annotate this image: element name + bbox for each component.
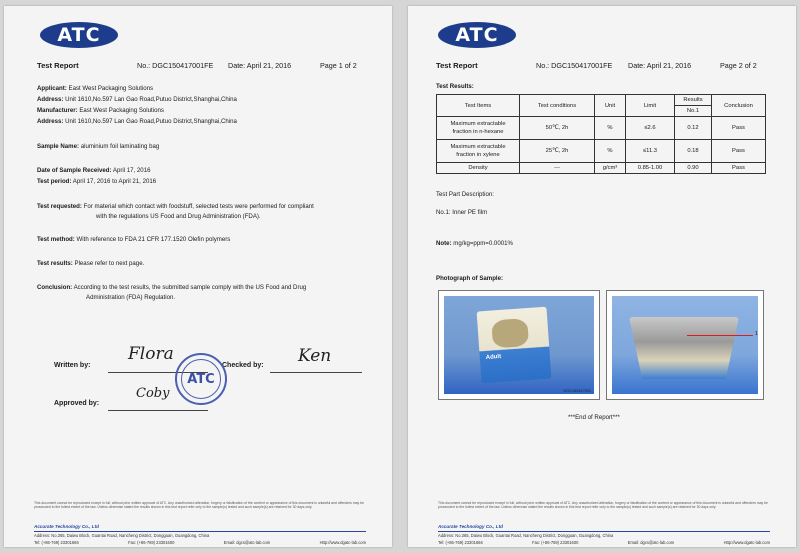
sample-photo-1: [438, 290, 600, 400]
report-date: Date: April 21, 2016: [628, 61, 692, 70]
footer-contacts: [438, 540, 770, 545]
table-cell: 25℃, 2h: [520, 140, 595, 163]
approved-by-label: Approved by:: [54, 400, 100, 407]
table-header: Unit: [595, 95, 626, 117]
report-date: Date: April 21, 2016: [228, 61, 292, 70]
table-header: Results: [675, 95, 712, 106]
table-row: [437, 117, 766, 140]
table-cell: 0.18: [675, 140, 712, 163]
footer-fax: Fax: (+86-769) 23301600: [128, 540, 175, 545]
table-cell: %: [595, 140, 626, 163]
approved-by-line: [108, 410, 208, 411]
footer-rule: [34, 531, 366, 532]
footer-company: Accurate Technology Co., Ltd: [438, 524, 503, 529]
table-cell: Pass: [712, 140, 766, 163]
table-cell: Maximum extractable fraction in xylene: [437, 140, 520, 163]
table-row: [437, 163, 766, 174]
table-cell: 50℃, 2h: [520, 117, 595, 140]
table-header: Test Items: [437, 95, 520, 117]
footer-contacts: [34, 540, 366, 545]
test-results-line: Test results: Please refer to next page.: [37, 260, 145, 267]
manufacturer-line: Manufacturer: East West Packaging Solutions: [37, 107, 164, 114]
photo-caption: DGC150417001: [563, 389, 591, 393]
written-by-label: Written by:: [54, 362, 91, 369]
footer-address: Address: No.365, Daiwu Block, Guantai Road, Nancheng District, Dongguan, Guangdong, China: [438, 533, 614, 538]
marker-label: 1: [755, 331, 758, 337]
footer-web: Http://www.dgatc-lab.com: [723, 540, 770, 545]
part-description-title: Test Part Description:: [436, 191, 494, 198]
conclusion-line: Conclusion: According to the test results, the submitted sample comply with the US Food and Drug: [37, 284, 307, 291]
table-cell: 0.90: [675, 163, 712, 174]
table-row: [437, 140, 766, 163]
atc-logo: ATC: [438, 22, 516, 48]
table-header: Limit: [626, 95, 675, 117]
written-by-signature: Flora: [128, 344, 174, 364]
received-line: Date of Sample Received: April 17, 2016: [37, 167, 151, 174]
test-results-title: Test Results:: [436, 83, 474, 90]
report-title: Test Report: [37, 61, 79, 70]
atc-logo: ATC: [40, 22, 118, 48]
applicant-address-line: Address: Unit 1610,No.597 Lan Gao Road,Putuo District,Shanghai,China: [37, 96, 237, 103]
atc-stamp: ATC: [175, 353, 227, 405]
table-cell: g/cm³: [595, 163, 626, 174]
test-requested-line-2: with the regulations US Food and Drug Administration (FDA).: [96, 213, 261, 220]
footer-web: Http://www.dgatc-lab.com: [319, 540, 366, 545]
report-page-2: [408, 6, 796, 547]
table-cell: ≤2.6: [626, 117, 675, 140]
checked-by-label: Checked by:: [222, 362, 264, 369]
sample-bag-front: [477, 307, 552, 384]
marker-line: [687, 335, 753, 336]
results-table: [436, 94, 766, 174]
package-label: Adult: [485, 353, 502, 361]
report-number: No.: DGC150417001FE: [536, 61, 613, 70]
table-cell: Maximum extractable fraction in n-hexane: [437, 117, 520, 140]
table-header: Conclusion: [712, 95, 766, 117]
footer-disclaimer: This document cannot be reproduced except in full, without prior written approval of ATC. Any unauthorized alteration, forgery or falsification of the content or appearance of this document is unlawful and offenders may be prosecuted to the fullest extent of the law. Unless otherwise stated the results shown in this test report refer only to the sample(s) tested and such sample(s) are retained for 30 days only.: [34, 501, 364, 510]
manufacturer-address-line: Address: Unit 1610,No.597 Lan Gao Road,Putuo District,Shanghai,China: [37, 118, 237, 125]
table-cell: 0.12: [675, 117, 712, 140]
footer-disclaimer: This document cannot be reproduced except in full, without prior written approval of ATC. Any unauthorized alteration, forgery or falsification of the content or appearance of this document is unlawful and offenders may be prosecuted to the fullest extent of the law. Unless otherwise stated the results shown in this test report refer only to the sample(s) tested and such sample(s) are retained for 30 days only.: [438, 501, 768, 510]
footer-rule: [438, 531, 770, 532]
page-number: Page 2 of 2: [720, 61, 757, 70]
report-title: Test Report: [436, 61, 478, 70]
note-line: Note: mg/kg=ppm=0.0001%: [436, 240, 513, 247]
table-subheader: No.1: [675, 106, 712, 117]
table-cell: 0.85-1.00: [626, 163, 675, 174]
conclusion-line-2: Administration (FDA) Regulation.: [86, 294, 176, 301]
table-cell: ≤11.3: [626, 140, 675, 163]
applicant-line: Applicant: East West Packaging Solutions: [37, 85, 154, 92]
footer-fax: Fax: (+86-769) 23301600: [532, 540, 579, 545]
sample-name-line: Sample Name: aluminium foil laminating bag: [37, 143, 160, 150]
footer-address: Address: No.365, Daiwu Block, Guantai Road, Nancheng District, Dongguan, Guangdong, China: [34, 533, 210, 538]
approved-by-signature: Coby: [136, 386, 170, 401]
sample-bag-open: [629, 317, 739, 379]
footer-company: Accurate Technology Co., Ltd: [34, 524, 99, 529]
table-header: Test conditions: [520, 95, 595, 117]
page-number: Page 1 of 2: [320, 61, 357, 70]
table-cell: Density: [437, 163, 520, 174]
test-requested-line: Test requested: For material which contact with foodstuff, selected tests were performed for compliant: [37, 203, 314, 210]
photo-title: Photograph of Sample:: [436, 275, 504, 282]
report-number: No.: DGC150417001FE: [137, 61, 214, 70]
table-header-row: [437, 95, 766, 106]
test-method-line: Test method: With reference to FDA 21 CFR 177.1520 Olefin polymers: [37, 236, 231, 243]
sample-photo-2: [606, 290, 764, 400]
part-description-1: No.1: Inner PE film: [436, 209, 488, 216]
footer-tel: Tel: (+86-769) 23301666: [34, 540, 79, 545]
package-artwork: [491, 318, 529, 348]
table-cell: %: [595, 117, 626, 140]
footer-email: Email: dgcs@atc-lab.com: [223, 540, 271, 545]
footer-email: Email: dgcs@atc-lab.com: [627, 540, 675, 545]
table-cell: Pass: [712, 163, 766, 174]
table-cell: Pass: [712, 117, 766, 140]
report-page-1: [4, 6, 392, 547]
table-cell: ---: [520, 163, 595, 174]
footer-tel: Tel: (+86-769) 23301666: [438, 540, 483, 545]
end-of-report: ***End of Report***: [568, 414, 620, 421]
checked-by-line: [270, 372, 362, 373]
checked-by-signature: Ken: [298, 346, 332, 366]
test-period-line: Test period: April 17, 2016 to April 21, 2016: [37, 178, 157, 185]
